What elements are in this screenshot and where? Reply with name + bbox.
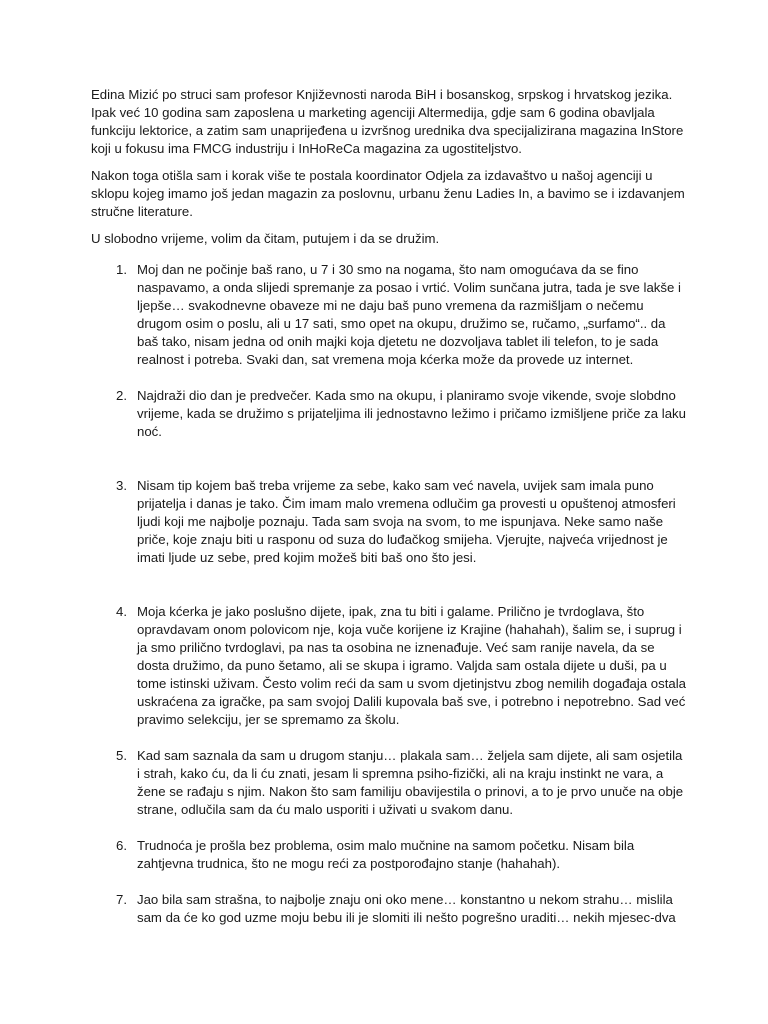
list-item — [91, 387, 688, 441]
list-item-text: Jao bila sam strašna, to najbolje znaju oni oko mene… konstantno u nekom strahu… mislila sam da će ko god uzme moju bebu ili je slomiti ili nešto pogrešno uraditi… nekih mjesec-dva — [137, 892, 676, 925]
list-item — [91, 747, 688, 819]
list-item — [91, 603, 688, 729]
list-item — [91, 837, 688, 873]
list-item-text: Trudnoća je prošla bez problema, osim malo mučnine na samom početku. Nisam bila zahtjevna trudnica, što ne mogu reći za postporođajno stanje (hahahah). — [137, 838, 635, 871]
list-item-text: Moj dan ne počinje baš rano, u 7 i 30 smo na nogama, što nam omogućava da se fino naspavamo, a onda slijedi spremanje za posao i vrtić. Volim sunčana jutra, tada je sve lakše i ljepše… svakodnevne obaveze mi ne daju baš puno vremena da razmišljam o nečemu drugom osim o poslu, ali u 17 sati, smo opet na okupu, družimo se, ručamo, „surfamo“.. da baš tako, nisam jedna od onih majki koja djetetu ne dozvoljava tablet ili telefon, to je sada realnost i potreba. Svaki dan, sat vremena moja kćerka može da provede uz internet. — [137, 262, 681, 367]
list-item-text: Najdraži dio dan je predvečer. Kada smo na okupu, i planiramo svoje vikende, svoje slobdno vrijeme, kada se družimo s prijateljima ili jednostavno ležimo i pričamo izmišljene priče za laku noć. — [137, 388, 686, 439]
list-item-text: Kad sam saznala da sam u drugom stanju… plakala sam… željela sam dijete, ali sam osjetila i strah, kako ću, da li ću znati, jesam li spremna psiho-fizički, ali na kraju instinkt ne vara, a žene se rađaju s njim. Nakon što sam familiju obavijestila o prinovi, a to je prvo unuče na obje strane, odlučila sam da ću malo usporiti i uživati u svakom danu. — [137, 748, 684, 817]
list-item — [91, 261, 688, 369]
numbered-list — [91, 261, 688, 927]
intro-paragraph-3: U slobodno vrijeme, volim da čitam, putujem i da se družim. — [91, 231, 440, 246]
list-item-text: Moja kćerka je jako poslušno dijete, ipak, zna tu biti i galame. Prilično je tvrdoglava, što opravdavam onom polovicom nje, koja vuče korijene iz Krajine (hahahah), šalim se, i suprug i ja smo prilično tvrdoglavi, pa nas ta osobina ne iznenađuje. Već sam ranije navela, da se dosta družimo, da puno šetamo, ali se skupa i igramo. Valjda sam ostala dijete u duši, pa u tome istinski uživam. Često volim reći da sam u svom djetinjstvu zbog nemilih događaja ostala uskraćena za igračke, pa sam svojoj Dalili kupovala baš sve, i potrebno i nepotrebno. Sad već pravimo selekciju, jer se spremamo za školu. — [137, 604, 686, 727]
list-number: 3. — [116, 478, 127, 493]
list-item — [91, 891, 688, 927]
list-item — [91, 477, 688, 567]
list-number: 1. — [116, 262, 127, 277]
intro-paragraph-2: Nakon toga otišla sam i korak više te postala koordinator Odjela za izdavaštvo u našoj agenciji u sklopu kojeg imamo još jedan magazin za poslovnu, urbanu ženu Ladies In, a bavimo se i izdavanjem stručne literature. — [91, 168, 685, 219]
list-item-text: Nisam tip kojem baš treba vrijeme za sebe, kako sam već navela, uvijek sam imala puno prijatelja i danas je tako. Čim imam malo vremena odlučim ga provesti u opuštenoj atmosferi ljudi koji me najbolje poznaju. Tada sam svoja na svom, to me ispunjava. Neke samo naše priče, koje znaju biti u rasponu od suza do luđačkog smijeha. Vjerujte, najveća vrijednost je imati ljude uz sebe, pred kojim možeš biti baš ono što jesi. — [137, 478, 676, 565]
list-number: 4. — [116, 604, 127, 619]
intro-paragraph-1: Edina Mizić po struci sam profesor Književnosti naroda BiH i bosanskog, srpskog i hrvatskog jezika. Ipak već 10 godina sam zaposlena u marketing agenciji Altermedija, gdje sam 6 godina obavljala funkciju lektorice, a zatim sam unaprijeđena u izvršnog urednika dva specijalizirana magazina InStore koji u fokusu ima FMCG industriju i InHoReCa magazina za ugostiteljstvo. — [91, 87, 684, 156]
list-number: 5. — [116, 748, 127, 763]
list-number: 2. — [116, 388, 127, 403]
list-number: 6. — [116, 838, 127, 853]
list-number: 7. — [116, 892, 127, 907]
